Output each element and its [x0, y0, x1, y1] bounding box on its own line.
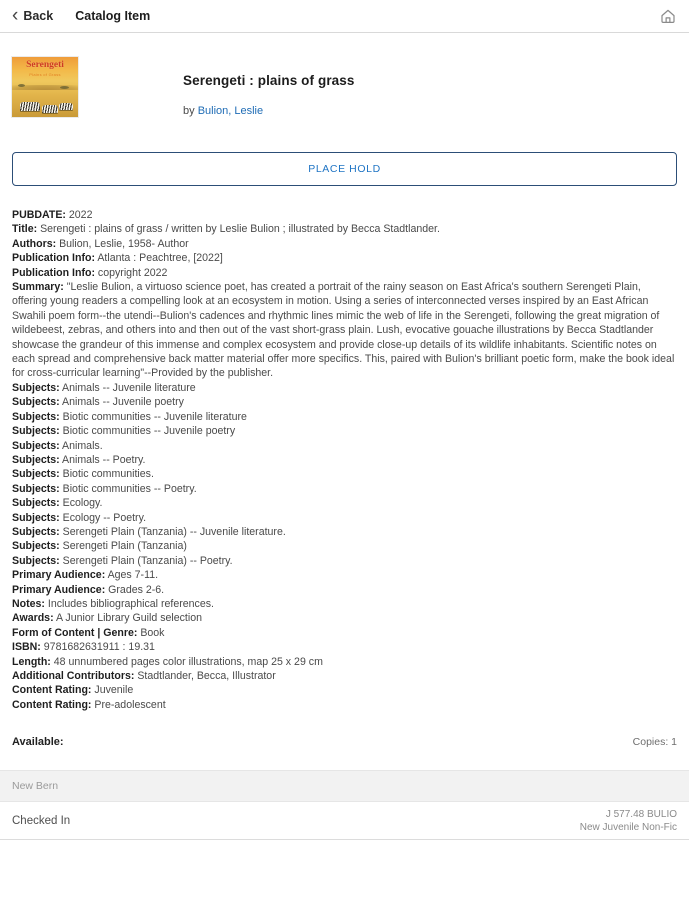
- cover-zebra-art: [42, 105, 58, 113]
- detail-label: Subjects:: [12, 396, 60, 409]
- copy-meta: [580, 808, 677, 834]
- detail-row: [12, 511, 677, 525]
- copy-status-row: [0, 802, 689, 840]
- detail-value: Serengeti Plain (Tanzania) -- Juvenile literature.: [59, 525, 286, 538]
- detail-value: Serengeti Plain (Tanzania): [59, 540, 187, 553]
- detail-value: Animals -- Poetry.: [59, 453, 146, 466]
- top-nav-bar: [0, 0, 689, 33]
- detail-row: [12, 482, 677, 496]
- book-header: [0, 33, 689, 129]
- cover-zebra-art: [59, 103, 73, 110]
- copies-count: Copies: 1: [632, 736, 677, 749]
- detail-row: [12, 410, 677, 424]
- detail-value: Includes bibliographical references.: [44, 597, 214, 610]
- details-list: [12, 208, 677, 712]
- detail-value: 48 unnumbered pages color illustrations, map 25 x 29 cm: [50, 655, 323, 668]
- detail-row: [12, 611, 677, 625]
- back-chevron-icon: ‹: [12, 4, 19, 26]
- detail-value: Biotic communities.: [59, 468, 154, 481]
- detail-label: Additional Contributors:: [12, 670, 135, 682]
- detail-label: Subjects:: [12, 497, 60, 510]
- detail-value: Serengeti : plains of grass / written by Leslie Bulion ; illustrated by Becca Stadtlander.: [37, 223, 440, 236]
- detail-row: [12, 669, 677, 683]
- detail-label: Subjects:: [12, 381, 60, 394]
- author-link[interactable]: Bulion, Leslie: [197, 105, 264, 117]
- cover-subtitle-text: Plains of Grass: [29, 72, 61, 77]
- detail-row: [12, 539, 677, 553]
- detail-row: [12, 280, 677, 381]
- detail-row: [12, 698, 677, 712]
- detail-label: Form of Content | Genre:: [12, 626, 138, 639]
- detail-label: ISBN:: [12, 641, 41, 654]
- detail-value: Juvenile: [91, 684, 134, 697]
- detail-value: Animals -- Juvenile literature: [59, 381, 196, 394]
- detail-value: Biotic communities -- Juvenile poetry: [59, 425, 236, 438]
- detail-value: copyright 2022: [94, 266, 168, 279]
- back-label: Back: [23, 9, 54, 23]
- cover-tree-art: [18, 84, 25, 87]
- detail-label: Primary Audience:: [12, 569, 106, 582]
- detail-value: Bulion, Leslie, 1958- Author: [56, 237, 189, 250]
- detail-value: Ecology.: [59, 497, 103, 510]
- book-cover-image[interactable]: [12, 57, 78, 117]
- detail-label: Subjects:: [12, 554, 60, 567]
- detail-value: "Leslie Bulion, a virtuoso science poet, has created a portrait of the rainy season on East Africa's southern Serengeti Plain, offering young readers a compelling look at an ecosystem in motion. Using a series of interconnected verses inspired by an East African Swahili poem form--the utendi--Bulion's cadences and rhythmic lines mimic the web of life in the Serengeti, following the great migration of wildebeest, zebras, and others into and then out of the vast short-grass plain. Lush, evocative gouache illustrations by Becca Stadtlander showcase the grandeur of this immense and complex ecosystem and provide close-up details of its wildlife inhabitants. Scientific notes on each spread and comprehensive back matter material offer more specifics. This, paired with Bulion's brilliant poetic form, make the book ideal for cross-curricular learning"--Provided by the publisher.: [12, 281, 675, 380]
- detail-label: Subjects:: [12, 453, 60, 466]
- detail-label: Subjects:: [12, 425, 60, 438]
- copy-status: Checked In: [12, 814, 71, 827]
- home-icon[interactable]: [659, 7, 677, 25]
- detail-value: Grades 2-6.: [105, 583, 165, 596]
- call-number: J 577.48 BULIO: [605, 808, 677, 820]
- detail-row: [12, 208, 677, 222]
- detail-label: Summary:: [12, 281, 64, 294]
- detail-value: Stadtlander, Becca, Illustrator: [134, 670, 276, 682]
- place-hold-label: PLACE HOLD: [308, 163, 381, 175]
- book-title: Serengeti : plains of grass: [183, 73, 355, 88]
- available-label: Available:: [12, 736, 64, 749]
- availability-row: [12, 736, 677, 748]
- detail-row: [12, 439, 677, 453]
- cover-tree-art: [60, 86, 69, 89]
- cover-title-text: Serengeti: [26, 60, 64, 70]
- detail-label: Title:: [12, 223, 38, 236]
- cover-zebra-art: [20, 102, 40, 111]
- detail-row: [12, 554, 677, 568]
- detail-label: Subjects:: [12, 482, 60, 495]
- detail-label: Publication Info:: [12, 266, 95, 279]
- detail-label: Subjects:: [12, 439, 60, 452]
- detail-value: Serengeti Plain (Tanzania) -- Poetry.: [59, 554, 233, 567]
- detail-row: [12, 525, 677, 539]
- detail-value: Book: [137, 626, 165, 639]
- detail-value: Ages 7-11.: [105, 569, 159, 582]
- byline: [183, 105, 263, 117]
- detail-row: [12, 496, 677, 510]
- detail-label: PUBDATE:: [12, 209, 66, 221]
- detail-label: Content Rating:: [12, 684, 92, 697]
- detail-label: Subjects:: [12, 410, 60, 423]
- detail-value: Animals -- Juvenile poetry: [59, 396, 184, 409]
- detail-row: [12, 467, 677, 481]
- detail-value: Ecology -- Poetry.: [59, 511, 147, 524]
- detail-value: Biotic communities -- Poetry.: [59, 482, 197, 495]
- place-hold-button[interactable]: [12, 152, 677, 186]
- detail-label: Publication Info:: [12, 252, 95, 265]
- detail-label: Notes:: [12, 597, 45, 610]
- detail-value: 2022: [65, 209, 93, 221]
- detail-value: Biotic communities -- Juvenile literature: [59, 410, 247, 423]
- detail-value: Pre-adolescent: [91, 698, 166, 711]
- detail-row: [12, 597, 677, 611]
- detail-row: [12, 453, 677, 467]
- detail-label: Length:: [12, 655, 51, 668]
- detail-row: [12, 237, 677, 251]
- detail-value: 9781682631911 : 19.31: [40, 641, 155, 654]
- detail-label: Awards:: [12, 612, 54, 625]
- page-title: Catalog Item: [75, 9, 151, 23]
- detail-label: Subjects:: [12, 540, 60, 553]
- detail-row: [12, 381, 677, 395]
- detail-row: [12, 583, 677, 597]
- detail-value: Atlanta : Peachtree, [2022]: [94, 252, 223, 265]
- detail-row: [12, 222, 677, 236]
- collection-name: New Juvenile Non-Fic: [579, 821, 677, 833]
- detail-value: A Junior Library Guild selection: [53, 612, 202, 625]
- detail-row: [12, 266, 677, 280]
- detail-row: [12, 683, 677, 697]
- detail-row: [12, 251, 677, 265]
- detail-label: Subjects:: [12, 525, 60, 538]
- by-prefix: by: [183, 105, 198, 117]
- detail-row: [12, 626, 677, 640]
- detail-row: [12, 655, 677, 669]
- detail-label: Subjects:: [12, 468, 60, 481]
- detail-row: [12, 568, 677, 582]
- detail-value: Animals.: [59, 439, 103, 452]
- detail-row: [12, 424, 677, 438]
- back-button[interactable]: [12, 4, 54, 26]
- detail-row: [12, 395, 677, 409]
- branch-name: New Bern: [12, 780, 59, 793]
- detail-label: Subjects:: [12, 511, 60, 524]
- branch-header: [0, 770, 689, 802]
- detail-label: Primary Audience:: [12, 583, 106, 596]
- detail-label: Content Rating:: [12, 698, 92, 711]
- detail-label: Authors:: [12, 237, 57, 250]
- detail-row: [12, 640, 677, 654]
